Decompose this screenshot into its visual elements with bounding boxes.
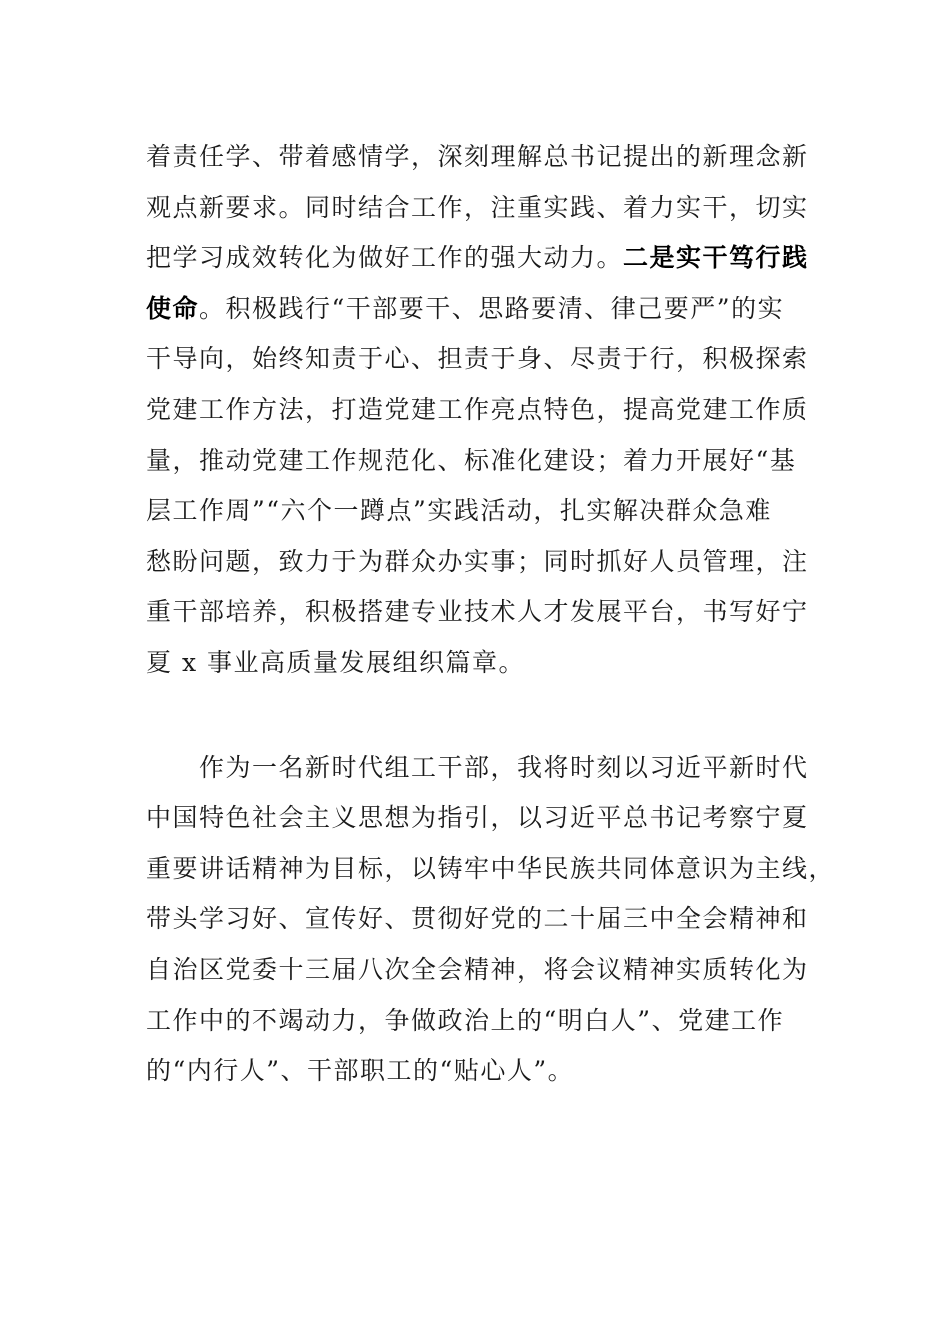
paragraph-2-line-2: 中国特色社会主义思想为指引，以习近平总书记考察宁夏 <box>146 803 809 833</box>
paragraph-1-line-7: 量，推动党建工作规范化、标准化建设；着力开展好“基 <box>146 445 797 475</box>
paragraph-2-line-6: 工作中的不竭动力，争做政治上的“明白人”、党建工作 <box>146 1005 785 1035</box>
paragraph-2-line-5: 自治区党委十三届八次全会精神，将会议精神实质转化为 <box>146 954 809 984</box>
paragraph-2-line-1: 作为一名新时代组工干部，我将时刻以习近平新时代 <box>146 752 809 782</box>
point-two-heading-part-1: 二是实干笃行践 <box>623 243 809 273</box>
paragraph-1-line-1: 着责任学、带着感情学，深刻理解总书记提出的新理念新 <box>146 142 809 171</box>
paragraph-1-line-10: 重干部培养，积极搭建专业技术人才发展平台，书写好宁 <box>146 597 809 627</box>
paragraph-spacer <box>146 689 806 743</box>
paragraph-2-line-4: 带头学习好、宣传好、贯彻好党的二十届三中全会精神和 <box>146 904 809 934</box>
paragraph-1-line-4-text: 。积极践行“干部要干、思路要清、律己要严”的实 <box>199 293 785 323</box>
paragraph-1-line-8: 层工作周”“六个一蹲点”实践活动，扎实解决群众急难 <box>146 496 772 526</box>
document-body <box>146 132 836 1097</box>
paragraph-1-line-6: 党建工作方法，打造党建工作亮点特色，提高党建工作质 <box>146 394 809 424</box>
paragraph-2-line-3: 重要讲话精神为目标，以铸牢中华民族共同体意识为主线， <box>146 853 836 883</box>
paragraph-1-line-5: 干导向，始终知责于心、担责于身、尽责于行，积极探索 <box>146 344 809 374</box>
paragraph-1-line-2: 观点新要求。同时结合工作，注重实践、着力实干，切实 <box>146 192 809 222</box>
paragraph-1-line-3 <box>146 233 809 284</box>
point-two-heading-part-2: 使命 <box>146 293 200 323</box>
paragraph-1-line-3-text: 把学习成效转化为做好工作的强大动力。 <box>146 243 624 273</box>
paragraph-1-line-4 <box>146 284 806 335</box>
paragraph-1-line-9: 愁盼问题，致力于为群众办实事；同时抓好人员管理，注 <box>146 546 809 576</box>
paragraph-1-line-11: 夏 x 事业高质量发展组织篇章。 <box>146 647 525 677</box>
paragraph-2-line-7: 的“内行人”、干部职工的“贴心人”。 <box>146 1056 575 1086</box>
